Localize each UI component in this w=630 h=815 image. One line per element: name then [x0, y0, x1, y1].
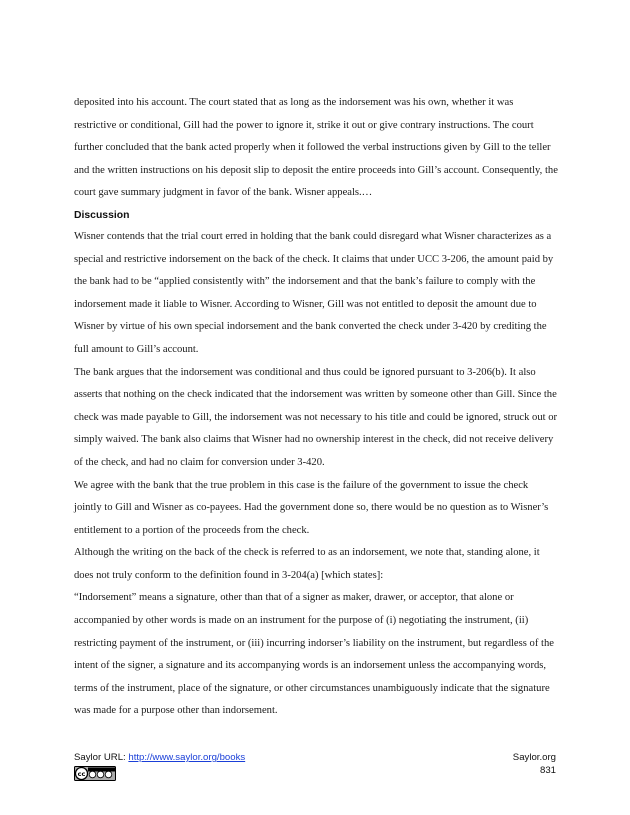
section-heading: Discussion: [74, 209, 130, 221]
paragraph: We agree with the bank that the true problem in this case is the failure of the government to issue the check jointly to Gill and Wisner as co-payees. Had the government done so, there would be no question as to Wisner’s entitlement to a portion of the proceeds from the check.: [74, 479, 549, 536]
footer-url-label: Saylor URL:: [74, 752, 129, 763]
footer-right: [513, 752, 556, 777]
paragraph: Although the writing on the back of the check is referred to as an indorsement, we note that, standing alone, it does not truly conform to the definition found in 3-204(a) [which states]:: [74, 547, 540, 581]
footer-url: [74, 752, 245, 763]
svg-text:cc: cc: [77, 770, 86, 778]
body-text: [74, 92, 558, 723]
paragraph: “Indorsement” means a signature, other than that of a signer as maker, drawer, or acceptor, that alone or accompanied by other words is made on an instrument for the purpose of (i) negotiating the instrument, (ii) restricting payment of the instrument, or (iii) incurring indorser’s liability on the instrument, but regardless of the intent of the signer, a signature and its accompanying words is an indorsement unless the accompanying words, terms of the instrument, place of the signature, or other circumstances unambiguously indicate that the signature was made for a purpose other than indorsement.: [74, 592, 554, 717]
paragraph: deposited into his account. The court stated that as long as the indorsement was his own, whether it was restrictive or conditional, Gill had the power to ignore it, strike it out or give contrary instructions. The court further concluded that the bank acted properly when it followed the verbal instructions given by Gill to the teller and the written instructions on his deposit slip to deposit the entire proceeds into Gill’s account. Consequently, the court gave summary judgment in favor of the bank. Wisner appeals.…: [74, 97, 558, 199]
cc-by-nc-sa-icon[interactable]: [74, 766, 116, 781]
paragraph: The bank argues that the indorsement was conditional and thus could be ignored pursuant to 3-206(b). It also asserts that nothing on the check indicated that the indorsement was written by someone other than Gill. Since the check was made payable to Gill, the indorsement was not necessary to his title and could be ignored, struck out or simply waived. The bank also claims that Wisner had no ownership interest in the check, did not receive delivery of the check, and had no claim for conversion under 3-420.: [74, 366, 558, 468]
footer-site: Saylor.org: [512, 752, 556, 763]
saylor-books-link[interactable]: http://www.saylor.org/books: [128, 752, 246, 763]
paragraph: Wisner contends that the trial court erred in holding that the bank could disregard what Wisner characterizes as a special and restrictive indorsement on the back of the check. It claims that under UCC 3-206, the amount paid by the bank had to be “applied consistently with” the indorsement and that the bank’s failure to comply with the indorsement made it liable to Wisner. According to Wisner, Gill was not entitled to deposit the amount due to Wisner by virtue of his own special indorsement and the bank converted the check under 3-420 by crediting the full amount to Gill’s account.: [74, 230, 554, 355]
page-number: 831: [539, 764, 556, 776]
